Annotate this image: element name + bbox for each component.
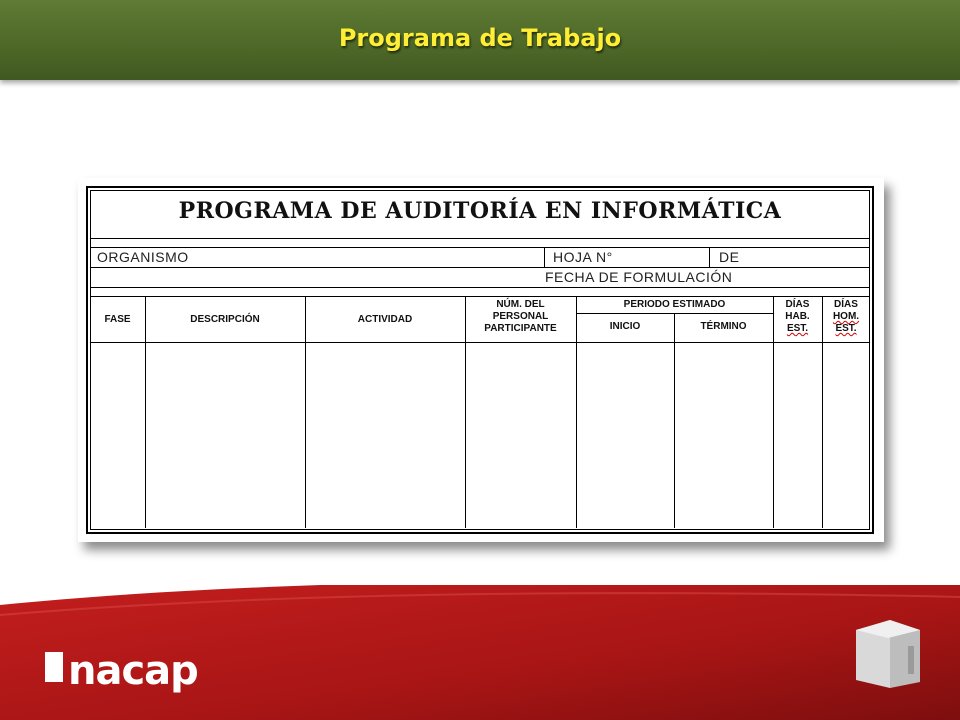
rule-fecha-bottom bbox=[90, 287, 870, 288]
col-header-num-line1: NÚM. DEL bbox=[496, 299, 545, 310]
col-header-actividad: ACTIVIDAD bbox=[357, 314, 413, 325]
rule-organismo-top bbox=[90, 247, 870, 248]
col-header-hom-line2: HOM. bbox=[832, 311, 860, 322]
col-header-hab-line2: HAB. bbox=[785, 311, 810, 322]
field-fecha-formulacion: FECHA DE FORMULACIÓN bbox=[545, 269, 733, 285]
col-rule-1 bbox=[145, 296, 146, 528]
col-header-hab-line3: EST. bbox=[786, 323, 809, 334]
col-header-num-personal bbox=[465, 299, 576, 335]
col-header-periodo: PERIODO ESTIMADO bbox=[623, 299, 726, 310]
col-rule-5 bbox=[674, 313, 675, 528]
rule-de-left bbox=[709, 247, 710, 267]
field-hoja: HOJA N° bbox=[553, 249, 613, 265]
rule-header-bottom bbox=[90, 342, 870, 343]
form-title: PROGRAMA DE AUDITORÍA EN INFORMÁTICA bbox=[178, 198, 782, 224]
slide-title: Programa de Trabajo bbox=[338, 24, 622, 52]
col-header-termino: TÉRMINO bbox=[700, 321, 747, 332]
rule-under-title bbox=[90, 238, 870, 239]
col-header-hom-line1: DÍAS bbox=[834, 299, 858, 310]
col-rule-2 bbox=[305, 296, 306, 528]
col-header-dias-hab bbox=[773, 299, 822, 335]
col-header-num-line3: PARTICIPANTE bbox=[484, 323, 557, 334]
col-header-fase: FASE bbox=[104, 314, 131, 325]
col-header-descripcion: DESCRIPCIÓN bbox=[190, 314, 260, 325]
field-organismo: ORGANISMO bbox=[97, 249, 189, 265]
col-header-hom-line3: EST. bbox=[835, 323, 857, 334]
rule-organismo-bottom bbox=[90, 267, 870, 268]
col-header-inicio: INICIO bbox=[609, 321, 641, 332]
rule-header-top bbox=[90, 296, 870, 297]
logo-i-bar bbox=[45, 652, 63, 682]
rule-hoja-left bbox=[544, 247, 545, 267]
col-header-num-line2: PERSONAL bbox=[492, 311, 549, 322]
field-de: DE bbox=[719, 249, 740, 265]
form-inner-border bbox=[90, 190, 870, 530]
building-icon bbox=[848, 618, 928, 690]
inacap-logo: nacap bbox=[68, 648, 198, 694]
form-image bbox=[78, 178, 884, 542]
col-header-hab-line1: DÍAS bbox=[785, 299, 810, 310]
col-header-dias-hom bbox=[822, 299, 870, 335]
